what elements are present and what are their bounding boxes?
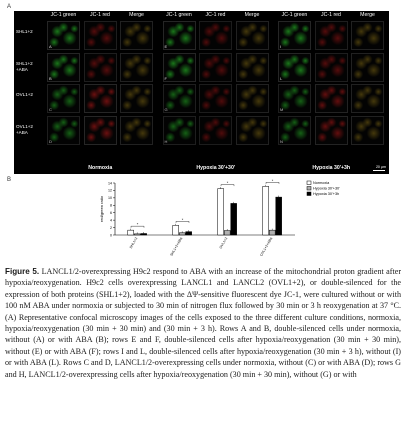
micrograph-merge (120, 84, 153, 113)
tile-letter: E (164, 44, 168, 49)
tile-letter: B (49, 75, 52, 81)
micrograph-merge (351, 84, 384, 113)
bar-normoxia (263, 186, 269, 235)
legend-swatch (307, 187, 311, 191)
column-header: Merge (360, 12, 375, 18)
y-tick-label: 2 (110, 225, 112, 230)
category-label: SHL1+2 (128, 236, 139, 250)
scale-bar (373, 170, 385, 171)
tile-letter: F (164, 75, 167, 81)
micrograph-merge (120, 21, 153, 50)
row-label: OVL1+2 +ABA (16, 123, 33, 135)
category-label: OVL1+2+ABA (259, 236, 274, 257)
micrograph-green (278, 21, 311, 50)
column-header: JC-1 green (166, 12, 192, 18)
figure-caption (5, 266, 401, 380)
micrograph-green (47, 21, 80, 50)
panel-a-microscopy (5, 3, 397, 175)
column-header: Merge (244, 12, 260, 18)
scale-bar-label: 20 μm (375, 165, 386, 169)
micrograph-red (199, 84, 232, 113)
legend-label: Hypoxia 30'+3h (313, 192, 340, 197)
micrograph-merge (236, 53, 269, 82)
panel-b-chart (5, 177, 397, 263)
bar-hypoxia-30-30 (224, 231, 230, 235)
bar-hypoxia-30-3h (276, 197, 282, 235)
category-label: OVL1+2 (218, 236, 229, 250)
bar-hypoxia-30-30 (179, 233, 185, 235)
micrograph-red (315, 53, 348, 82)
y-tick-label: 14 (108, 181, 112, 186)
bar-normoxia (173, 225, 179, 235)
row-label: OVL1+2 (16, 92, 33, 97)
micrograph-merge (120, 116, 153, 145)
micrograph-green (47, 84, 80, 113)
column-header: JC-1 green (281, 12, 308, 18)
bar-chart (5, 177, 397, 263)
row-label: SHL1+2 +ABA (16, 60, 33, 72)
bar-normoxia (218, 189, 224, 235)
legend-swatch (307, 181, 311, 185)
condition-label: Hypoxia 30'+3h (312, 165, 351, 171)
tile-letter: N (280, 138, 283, 144)
micrograph-red (199, 116, 232, 145)
tile-letter: L (280, 75, 283, 81)
column-header: JC-1 green (50, 12, 77, 18)
column-header: Merge (129, 12, 144, 18)
micrograph-green (278, 116, 311, 145)
tile-letter: M (280, 107, 284, 112)
y-tick-label: 6 (110, 211, 112, 216)
significance-star: * (136, 221, 139, 227)
column-header: JC-1 red (321, 12, 341, 18)
micrograph-merge (351, 53, 384, 82)
row-label: SHL1+2 (16, 29, 33, 34)
legend-label: Normoxia (313, 181, 330, 186)
category-label: SHL1+2+ABA (169, 236, 184, 257)
column-header: JC-1 red (205, 12, 226, 18)
micrograph-green (163, 116, 196, 145)
micrograph-red (199, 53, 232, 82)
figure-number: Figure 5. (5, 267, 40, 276)
legend-label: Hypoxia 30'+30' (313, 186, 340, 191)
bar-hypoxia-30-30 (134, 234, 140, 235)
y-axis-label: red/green ratio (99, 195, 104, 223)
micrograph-merge (351, 116, 384, 145)
y-tick-label: 0 (110, 233, 112, 238)
micrograph-red (315, 116, 348, 145)
micrograph-merge (236, 84, 269, 113)
significance-star: * (181, 216, 184, 222)
micrograph-green (163, 84, 196, 113)
micrograph-green (278, 84, 311, 113)
condition-label: Normoxia (88, 165, 113, 171)
micrograph-red (315, 21, 348, 50)
micrograph-green (47, 116, 80, 145)
significance-star: * (226, 180, 229, 186)
micrograph-merge (236, 21, 269, 50)
bar-hypoxia-30-3h (141, 234, 147, 235)
micrograph-green (47, 53, 80, 82)
y-tick-label: 4 (110, 218, 112, 223)
panel-b-label: B (7, 177, 12, 183)
significance-star: * (271, 177, 274, 183)
y-tick-label: 8 (110, 203, 112, 208)
micrograph-red (84, 116, 117, 145)
tile-letter: H (164, 138, 168, 144)
tile-letter: D (49, 138, 52, 144)
bar-hypoxia-30-30 (269, 230, 275, 235)
micrograph-green (163, 53, 196, 82)
legend-swatch (307, 192, 311, 196)
micrograph-green (278, 53, 311, 82)
micrograph-merge (351, 21, 384, 50)
panel-a-label: A (7, 4, 12, 10)
micrograph-merge (236, 116, 269, 145)
tile-letter: A (49, 44, 52, 49)
micrograph-merge (120, 53, 153, 82)
column-header: JC-1 red (90, 12, 110, 18)
micrograph-red (315, 84, 348, 113)
micrograph-red (84, 21, 117, 50)
bar-normoxia (128, 230, 134, 235)
micrograph-red (84, 84, 117, 113)
tile-letter: I (280, 44, 282, 49)
y-tick-label: 12 (108, 188, 112, 193)
bar-hypoxia-30-3h (231, 203, 237, 235)
condition-label: Hypoxia 30'+30' (196, 165, 236, 171)
micrograph-green (163, 21, 196, 50)
y-tick-label: 10 (108, 196, 112, 201)
micrograph-red (84, 53, 117, 82)
microscopy-grid (14, 11, 389, 174)
caption-text: LANCL1/2-overexpressing H9c2 respond to ABA with an increase of the mitochondrial proton gradient after hypoxia/reoxygenation. H9c2 cells overexpressing LANCL1 and LANCL2 (OVL1+2), or double-silenced for the expression of both proteins (SHL1+2), loaded with the ΔΨ-sensitive fluorescent dye JC-1, were cultured without or with 100 nM ABA under normoxia or subjected to 30 min of nitrogen flux followed by 30 min or 3 h reoxygenation at 37 °C. (A) Representative confocal microscopy images of the cells exposed to the three different culture conditions, normoxia, hypoxia/reoxygenation (30 min + 30 min) and (30 min + 3 h). Rows A and B, double-silenced cells under normoxia, without (A) or with ABA (B); rows E and F, double-silenced cells after hypoxia/reoxygenation (30 min + 30 min), without (E) or with ABA (F); rows I and L, double-silenced cells after hypoxia/reoxygenation (30 min + 3 h), without (I) or with ABA (L). Rows C and D, LANCL1/2-overexpressing cells under normoxia, without (C) or with ABA (D); rows G and H, LANCL1/2-overexpressing cells after hypoxia/reoxygenation (30 min + 30 min), without (G) or with (5, 267, 402, 379)
micrograph-red (199, 21, 232, 50)
bar-hypoxia-30-3h (186, 232, 192, 235)
tile-letter: G (164, 107, 168, 112)
tile-letter: C (49, 107, 52, 112)
